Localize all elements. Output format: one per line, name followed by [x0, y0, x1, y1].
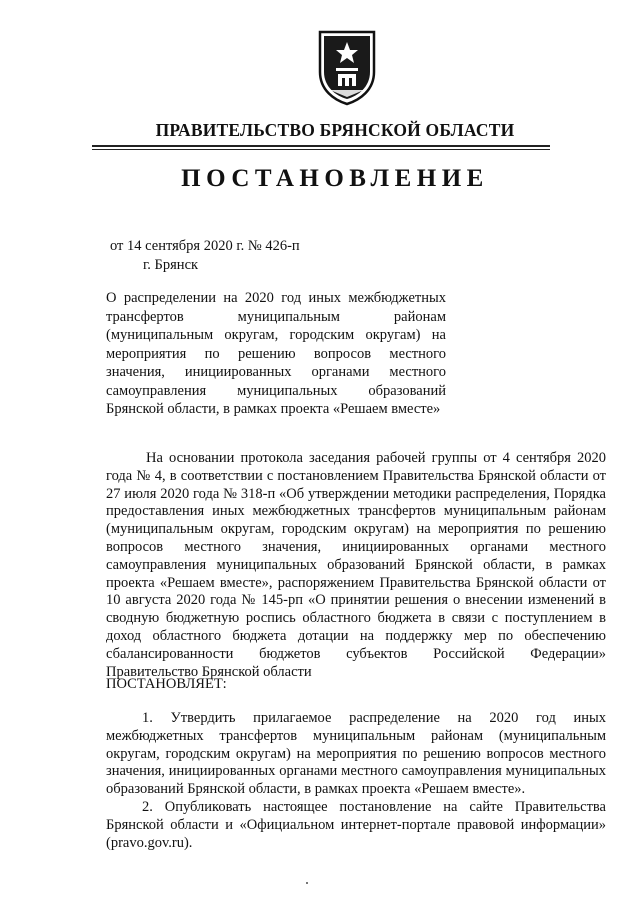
coat-of-arms-icon — [316, 28, 378, 106]
document-city: г. Брянск — [143, 257, 199, 273]
document-subject: О распределении на 2020 год иных межбюджетных трансфертов муниципальным районам (муниципальным округам, городским округам) на мероприятия по решению вопросов местного значения, инициированных органами местного самоуправления муниципальных образований Брянской области, в рамках проекта «Решаем вместе» — [106, 290, 446, 417]
preamble-block — [106, 450, 606, 681]
decree-item-1: 1. Утвердить прилагаемое распределение на 2020 год иных межбюджетных трансфертов муниципальным районам (муниципальным округам, городским округам) на мероприятия по решению вопросов местного значения, инициированных органами местного самоуправления муниципальных образований Брянской области, в рамках проекта «Решаем вместе». — [106, 710, 606, 798]
scan-speck — [306, 882, 308, 884]
decree-item-2: 2. Опубликовать настоящее постановление на сайте Правительства Брянской области и «Официальном интернет-портале правовой информации» (pravo.gov.ru). — [106, 798, 606, 851]
header-divider-thick — [92, 145, 550, 147]
organization-name: ПРАВИТЕЛЬСТВО БРЯНСКОЙ ОБЛАСТИ — [155, 120, 515, 140]
preamble-paragraph: На основании протокола заседания рабочей группы от 4 сентября 2020 года № 4, в соответствии с постановлением Правительства Брянской области от 27 июля 2020 года № 318-п «Об утверждении методики распределения, Порядка предоставления иных межбюджетных трансфертов муниципальным районам (муниципальным округам, городским округам) на мероприятия по решению вопросов местного значения, инициированных органами местного самоуправления муниципальных образований Брянской области, в рамках проекта «Решаем вместе», распоряжением Правительства Брянской области от 10 августа 2020 года № 145-рп «О принятии решения о внесении изменений в сводную бюджетную роспись областного бюджета в связи с поступлением в доход областного бюджета дотации на поддержку мер по обеспечению сбалансированности бюджетов субъектов Российской Федерации» Правительство Брянской области — [106, 450, 606, 680]
document-type-title: ПОСТАНОВЛЕНИЕ — [181, 165, 489, 192]
decree-items — [106, 710, 606, 852]
header-divider-thin — [92, 149, 550, 150]
document-date-number: от 14 сентября 2020 г. № 426-п — [110, 238, 300, 254]
decree-word: ПОСТАНОВЛЯЕТ: — [106, 676, 227, 692]
